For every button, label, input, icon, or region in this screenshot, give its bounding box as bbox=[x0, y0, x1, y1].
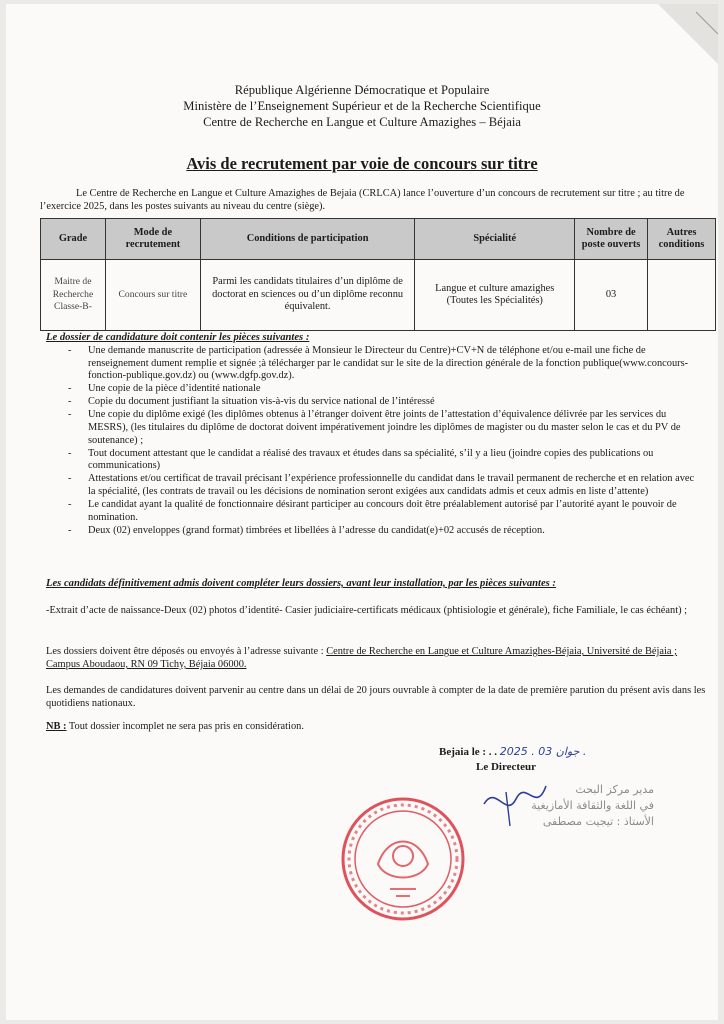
cell-nombre: 03 bbox=[575, 260, 648, 331]
cell-specialite: Langue et culture amazighes (Toutes les Spécialités) bbox=[415, 260, 575, 331]
document-header bbox=[6, 82, 718, 130]
admis-paragraph: -Extrait d’acte de naissance-Deux (02) photos d’identité- Casier judiciaire-certificats médicaux (phtisiologie et générale), fiche Familiale, le cas échéant) ; bbox=[46, 605, 688, 616]
nb-paragraph bbox=[46, 720, 706, 733]
folded-corner bbox=[658, 4, 718, 64]
column-header-grade: Grade bbox=[41, 219, 106, 260]
nb-text: Tout dossier incomplet ne sera pas pris en considération. bbox=[66, 721, 304, 732]
depot-text: Les dossiers doivent être déposés ou envoyés à l’adresse suivante : bbox=[46, 646, 327, 657]
signature-date-handwritten: 2025 . جوان 03 . bbox=[499, 745, 587, 758]
list-item: - Le candidat ayant la qualité de fonctionnaire désirant participer au concours doit être préalablement autorisé par l’autorité ayant le pouvoir de nomination. bbox=[66, 499, 696, 524]
stamp-line: في اللغة والثقافة الأمازيغية bbox=[531, 799, 654, 812]
list-item: - Tout document attestant que le candidat a réalisé des travaux et études dans sa spécialité, s’il y a lieu (joindre copies des publications ou communications) bbox=[66, 448, 696, 473]
delai-paragraph: Les demandes de candidatures doivent parvenir au centre dans un délai de 20 jours ouvrable à compter de la date de première parution du présent avis dans les quotidiens nationaux. bbox=[46, 685, 706, 709]
column-header-autres: Autres conditions bbox=[647, 219, 715, 260]
dossier-list bbox=[66, 345, 696, 538]
column-header-mode: Mode de recrutement bbox=[105, 219, 200, 260]
director-stamp-text bbox=[454, 782, 654, 830]
document-page bbox=[6, 4, 718, 1020]
stamp-line: الأستاذ : تيجيت مصطفى bbox=[542, 815, 654, 828]
column-header-specialite: Spécialité bbox=[415, 219, 575, 260]
depot-address: Centre de Recherche en Langue et Culture Amazighes-Béjaia, Université de Béjaia ; Campus Aboudaou, RN 09 Tichy, Béjaia 06000. bbox=[46, 646, 678, 670]
list-item: - Copie du document justifiant la situation vis-à-vis du service national de l’intéressé bbox=[66, 396, 696, 409]
admis-section-title: Les candidats définitivement admis doivent compléter leurs dossiers, avant leur installation, par les pièces suivantes : bbox=[46, 578, 556, 589]
stamp-line: مدير مركز البحث bbox=[575, 783, 654, 796]
header-ministry: Ministère de l’Enseignement Supérieur et de la Recherche Scientifique bbox=[183, 99, 541, 113]
table-row bbox=[41, 260, 716, 331]
signature-place: Bejaia le : . . bbox=[439, 746, 498, 758]
positions-table bbox=[40, 218, 716, 331]
signature-date bbox=[439, 745, 586, 758]
header-centre: Centre de Recherche en Langue et Culture Amazighes – Béjaia bbox=[203, 115, 521, 129]
column-header-conditions: Conditions de participation bbox=[200, 219, 415, 260]
signature-role: Le Directeur bbox=[476, 761, 536, 773]
depot-paragraph bbox=[46, 645, 706, 671]
list-item: - Deux (02) enveloppes (grand format) timbrées et libellées à l’adresse du candidat(e)+02 accusés de réception. bbox=[66, 525, 696, 538]
cell-mode: Concours sur titre bbox=[105, 260, 200, 331]
list-item: - Une copie de la pièce d’identité nationale bbox=[66, 383, 696, 396]
cell-conditions: Parmi les candidats titulaires d’un diplôme de doctorat en sciences ou d’un diplôme reconnu équivalent. bbox=[200, 260, 415, 331]
list-item: - Une copie du diplôme exigé (les diplômes obtenus à l’étranger doivent être joints de l’attestation d’équivalence délivrée par les services du MESRS), (les titulaires du diplôme de doctorat doivent impérativement joindre les diplômes de magister ou du master selon le cas et du PV de soutenance) ; bbox=[66, 409, 696, 447]
column-header-nombre: Nombre de poste ouverts bbox=[575, 219, 648, 260]
header-republic: République Algérienne Démocratique et Populaire bbox=[234, 83, 490, 97]
page-title: Avis de recrutement par voie de concours sur titre bbox=[186, 154, 538, 173]
dossier-section-title: Le dossier de candidature doit contenir les pièces suivantes : bbox=[46, 332, 310, 343]
intro-paragraph: Le Centre de Recherche en Langue et Culture Amazighes de Bejaia (CRLCA) lance l’ouverture d’un concours de recrutement sur titre ; au titre de l’exercice 2025, dans les postes suivants au niveau du centre (siège). bbox=[40, 188, 685, 212]
cell-grade: Maitre de Recherche Classe-B- bbox=[41, 260, 106, 331]
list-item: - Une demande manuscrite de participation (adressée à Monsieur le Directeur du Centre)+CV+N de téléphone et/ou e-mail une fiche de renseignement dument remplie et signée ;à télécharger par le candidat sur le site de la direction générale de la fonction publique(www.concours-fonction-publique.gov.dz) ou (www.dgfp.gov.dz). bbox=[66, 345, 696, 383]
nb-label: NB : bbox=[46, 721, 67, 732]
cell-autres bbox=[647, 260, 715, 331]
table-header-row bbox=[41, 219, 716, 260]
official-seal bbox=[338, 794, 468, 924]
list-item: - Attestations et/ou certificat de travail précisant l’expérience professionnelle du candidat dans le travail permanent de recherche et en relation avec la spécialité, (les contrats de travail ou les décisions de nomination seront exigées aux candidats admis et ceux admis en liste d’attente) bbox=[66, 473, 696, 498]
